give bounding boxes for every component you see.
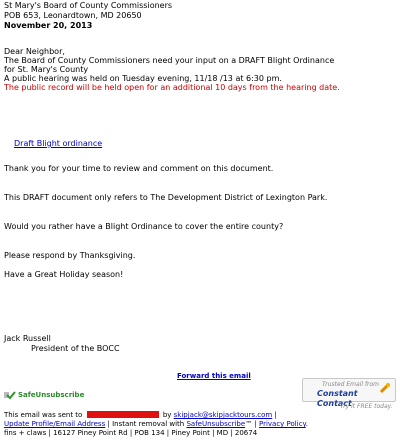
- safeunsubscribe-label: SafeUnsubscribe: [18, 391, 85, 399]
- by-label: by: [162, 411, 172, 419]
- redacted-recipient: [87, 411, 159, 418]
- checkmark-icon: [4, 391, 16, 400]
- footer-links-line: Update Profile/Email Address | Instant removal with SafeUnsubscribe™ | Privacy Policy.: [4, 420, 308, 428]
- question-text: Would you rather have a Blight Ordinance to cover the entire county?: [4, 222, 284, 231]
- constant-contact-logo-icon: [379, 382, 391, 394]
- signer-name: Jack Russell: [4, 334, 51, 343]
- footer-address: fins + claws | 16127 Piney Point Rd | POB 134 | Piney Point | MD | 20674: [4, 429, 258, 437]
- signer-title: President of the BOCC: [31, 344, 120, 353]
- org-name: St Mary's Board of County Commissioners: [4, 1, 173, 10]
- privacy-policy-link[interactable]: Privacy Policy: [258, 420, 306, 428]
- holiday-text: Have a Great Holiday season!: [4, 270, 124, 279]
- sent-to-line: This email was sent to by skipjack@skipjacktours.com |: [4, 411, 277, 419]
- trademark-symbol: ™: [245, 420, 253, 428]
- draft-ordinance-link[interactable]: Draft Blight ordinance: [14, 139, 103, 148]
- public-record-text: The public record will be held open for an additional 10 days from the hearing date.: [4, 83, 340, 92]
- hearing-text: A public hearing was held on Tuesday evening, 11/18 /13 at 6:30 pm.: [4, 74, 282, 83]
- trusted-email-label: Trusted Email from: [322, 381, 380, 388]
- thanks-text: Thank you for your time to review and comment on this document.: [4, 164, 274, 173]
- respond-text: Please respond by Thanksgiving.: [4, 251, 136, 260]
- org-address: POB 653, Leonardtown, MD 20650: [4, 11, 142, 20]
- try-free-text: Try it FREE today.: [340, 403, 393, 410]
- update-profile-link[interactable]: Update Profile/Email Address: [4, 420, 106, 428]
- safeunsubscribe-link[interactable]: SafeUnsubscribe: [186, 420, 246, 428]
- instant-removal-label: Instant removal with: [112, 420, 185, 428]
- greeting: Dear Neighbor,: [4, 47, 65, 56]
- intro-line-2: for St. Mary's County: [4, 65, 89, 74]
- intro-line-1: The Board of County Commissioners need your input on a DRAFT Blight Ordinance: [4, 56, 335, 65]
- forward-email-link[interactable]: Forward this email: [177, 372, 251, 380]
- email-date: November 20, 2013: [4, 21, 93, 30]
- constant-contact-name: Constant Contact: [317, 389, 358, 408]
- safeunsubscribe-logo[interactable]: [4, 391, 84, 400]
- sent-to-label: This email was sent to: [4, 411, 83, 419]
- sender-email-link[interactable]: skipjack@skipjacktours.com: [173, 411, 273, 419]
- scope-text: This DRAFT document only refers to The Development District of Lexington Park.: [4, 193, 328, 202]
